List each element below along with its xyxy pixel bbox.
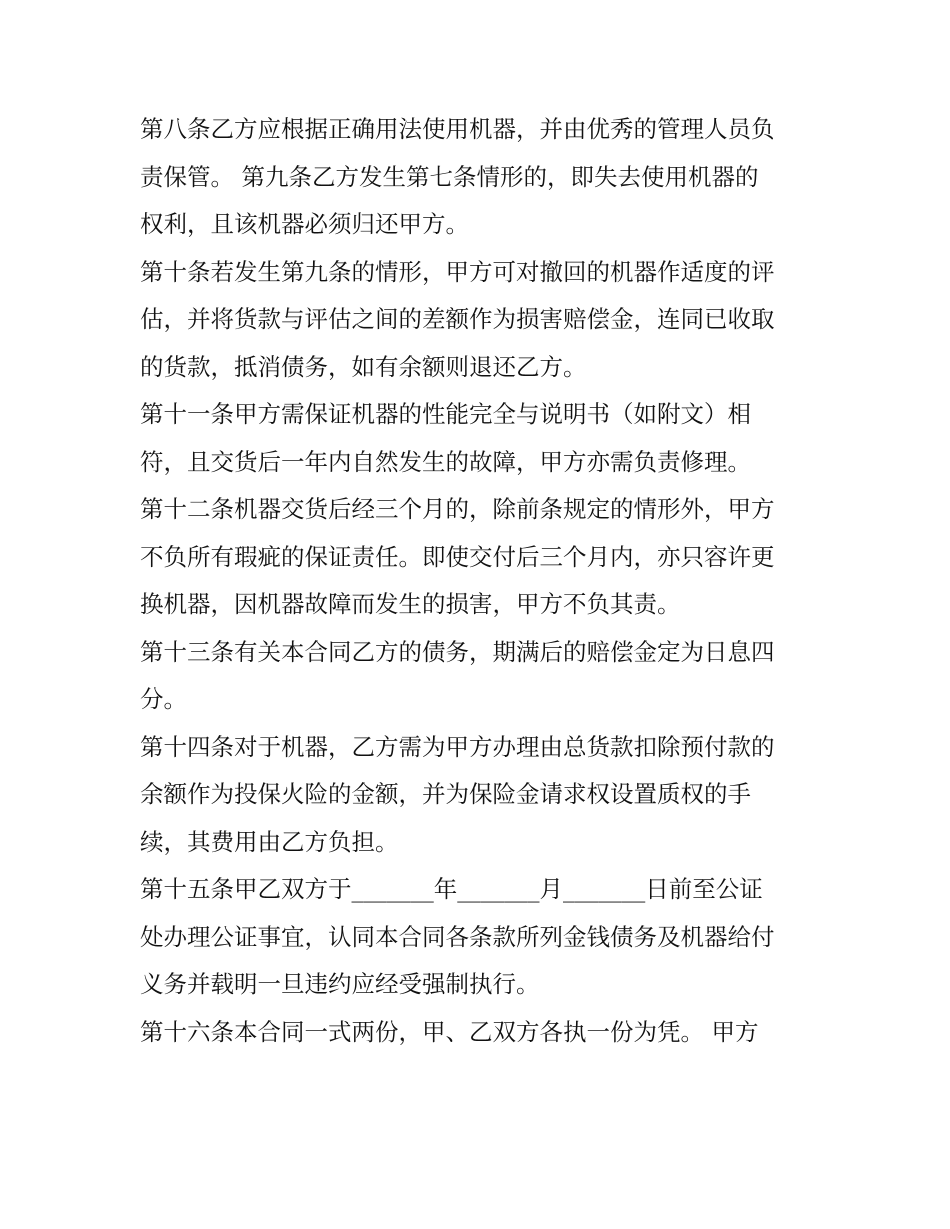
text-line: 符，且交货后一年内自然发生的故障，甲方亦需负责修理。 — [140, 447, 751, 476]
text-line: 续，其费用由乙方负担。 — [140, 827, 399, 856]
text-line: 第十三条有关本合同乙方的债务，期满后的赔偿金定为日息四 — [140, 637, 775, 666]
text-line: 第十四条对于机器，乙方需为甲方办理由总货款扣除预付款的 — [140, 732, 775, 761]
text-line: 的货款，抵消债务，如有余额则退还乙方。 — [140, 352, 587, 381]
text-line: 第十一条甲方需保证机器的性能完全与说明书（如附文）相 — [140, 400, 751, 428]
text-line: 第八条乙方应根据正确用法使用机器，并由优秀的管理人员负 — [140, 115, 775, 143]
text-line: 分。 — [140, 685, 187, 713]
text-line: 第十五条甲乙双方于_______年_______月_______日前至公证 — [140, 875, 763, 903]
text-line: 权利，且该机器必须归还甲方。 — [140, 210, 469, 238]
text-line: 第十条若发生第九条的情形，甲方可对撤回的机器作适度的评 — [140, 257, 775, 286]
text-line: 换机器，因机器故障而发生的损害，甲方不负其责。 — [140, 590, 681, 618]
text-line: 第十六条本合同一式两份，甲、乙双方各执一份为凭。 甲方 — [140, 1017, 759, 1046]
text-line: 处办理公证事宜，认同本合同各条款所列金钱债务及机器给付 — [140, 922, 775, 951]
text-line: 责保管。 第九条乙方发生第七条情形的，即失去使用机器的 — [140, 162, 759, 191]
text-line: 义务并载明一旦违约应经受强制执行。 — [140, 970, 540, 998]
text-line: 估，并将货款与评估之间的差额作为损害赔偿金，连同已收取 — [140, 305, 775, 333]
contract-text — [140, 106, 820, 1056]
text-line: 第十二条机器交货后经三个月的，除前条规定的情形外，甲方 — [140, 495, 775, 523]
text-line: 不负所有瑕疵的保证责任。即使交付后三个月内，亦只容许更 — [140, 542, 775, 571]
text-line: 余额作为投保火险的金额，并为保险金请求权设置质权的手 — [140, 780, 751, 808]
